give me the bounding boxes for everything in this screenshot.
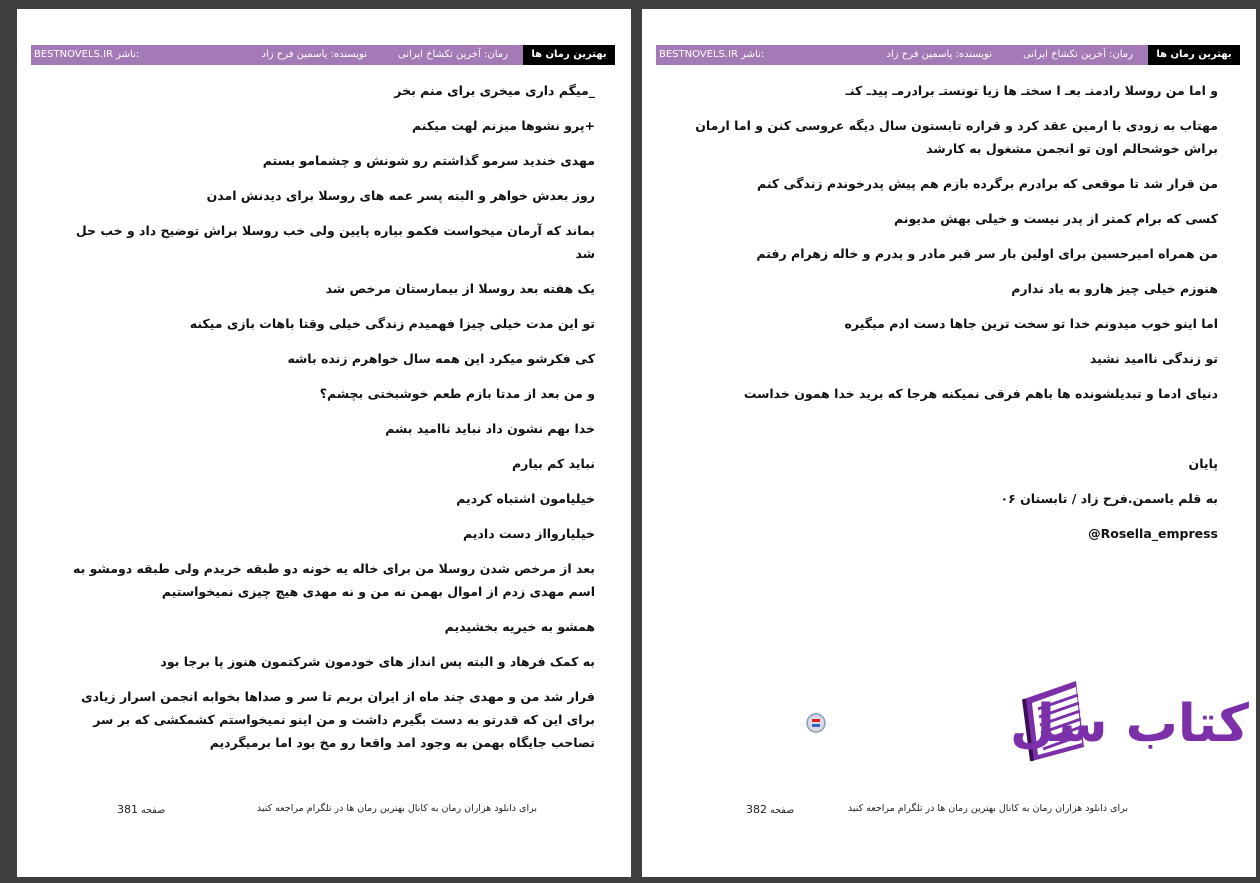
text-line: قرار شد من و مهدی چند ماه از ایران بریم تا سر و صداها بخوابه انجمن اسرار زیادی برای این که قدرتو به دست بگیرم داشت و من اینو نمیخواستم کشمکشی که بر سر تصاحب جایگاه بهمن به وجود امد واقعا رو مخ بود اما برمیگردیم <box>81 689 595 750</box>
text-line: همشو به خیریه بخشیدیم <box>444 619 595 634</box>
text-line: _میگم داری میخری برای منم بخر <box>394 83 595 98</box>
footer-page-word: صفحه <box>770 805 795 816</box>
footer-page <box>117 803 165 816</box>
text-line: هنوزم خیلی چیز هارو به یاد ندارم <box>1011 281 1218 296</box>
header-author: نویسنده: یاسمین فرح زاد <box>886 49 992 60</box>
text-line: خیلیاروااز دست دادیم <box>463 526 595 541</box>
footer-page-word: صفحه <box>141 805 166 816</box>
text-line: خیلیامون اشتباه کردیم <box>456 491 595 506</box>
text-line: نباید کم بیارم <box>511 456 595 471</box>
page-header <box>31 45 615 65</box>
header-publisher <box>34 45 139 65</box>
text-line: یک هفته بعد روسلا از بیمارستان مرخص شد <box>325 281 595 296</box>
page-body <box>57 79 595 754</box>
text-line: به کمک فرهاد و البته پس انداز های خودمون شرکتمون هنوز پا برجا بود <box>160 654 595 669</box>
page-number: 382 <box>746 803 767 816</box>
text-line: تو زندگی ناامید نشید <box>1089 351 1218 366</box>
header-brand: بهترین رمان ها <box>523 45 615 65</box>
page-footer <box>746 803 1128 817</box>
text-line: خدا بهم نشون داد نباید ناامید بشم <box>385 421 595 436</box>
text-line: کی فکرشو میکرد این همه سال خواهرم زنده باشه <box>287 351 595 366</box>
ending-line: پایان <box>1188 456 1218 471</box>
footer-text: برای دانلود هزاران رمان به کانال بهترین رمان ها در تلگرام مراجعه کنید <box>256 803 537 814</box>
text-line: +پرو نشوها میزنم لهت میکنم <box>411 118 595 133</box>
header-novel-title: رمان: آخرین تکشاخ ایرانی <box>1022 49 1133 60</box>
page-footer <box>117 803 537 817</box>
footer-page <box>746 803 794 816</box>
text-line: بعد از مرخص شدن روسلا من برای خاله یه خونه دو طبقه خریدم ولی طبقه دومشو به اسم مهدی زدم از اموال بهمن نه من و نه مهدی هیچ چیزی نمیخواستیم <box>73 561 595 599</box>
text-line: دنیای ادما و تبدیلشونده ها باهم فرقی نمیکنه هرجا که برید خدا همون خداست <box>743 386 1218 401</box>
text-line: کسی که برام کمتر از پدر نیست و خیلی بهش مدیونم <box>893 211 1218 226</box>
text-line: اما اینو خوب میدونم خدا تو سخت ترین جاها دست ادم میگیره <box>844 316 1218 331</box>
text-line: مهتاب به زودی با ارمین عقد کرد و قراره تابستون سال دیگه عروسی کنن و اما ارمان براش خوشحالم اون تو انجمن مشغول به کارشد <box>695 118 1218 156</box>
left-page <box>17 9 631 877</box>
page-body <box>658 79 1218 545</box>
text-line: روز بعدش خواهر و البته پسر عمه های روسلا برای دیدنش امدن <box>206 188 595 203</box>
page-header <box>656 45 1240 65</box>
header-novel-title: رمان: آخرین تکشاخ ایرانی <box>397 49 508 60</box>
globe-icon <box>807 714 825 732</box>
header-publisher-label: ناشر: <box>741 49 765 60</box>
right-page <box>642 9 1256 877</box>
text-line: و من بعد از مدتا بازم طعم خوشبختی بچشم؟ <box>319 386 595 401</box>
header-publisher-site: BESTNOVELS.IR <box>34 49 113 60</box>
text-line: و اما من روسلا رادمنـ بعـ ا سختـ ها زیا تونستـ برادرمـ پیدـ کنـ <box>845 83 1218 98</box>
footer-text: برای دانلود هزاران رمان به کانال بهترین رمان ها در تلگرام مراجعه کنید <box>847 803 1128 814</box>
text-line: بماند که آرمان میخواست فکمو بیاره پایین ولی خب روسلا براش توضیح داد و خب حل شد <box>75 223 595 261</box>
text-line: مهدی خندید سرمو گذاشتم رو شونش و چشمامو بستم <box>262 153 595 168</box>
author-handle: @Rosella_empress <box>1088 526 1218 541</box>
ketabsal-logo <box>792 669 1249 769</box>
header-publisher-label: ناشر: <box>116 49 140 60</box>
header-publisher-site: BESTNOVELS.IR <box>659 49 738 60</box>
text-line: تو این مدت خیلی چیزا فهمیدم زندگی خیلی وقتا باهات بازی میکنه <box>189 316 595 331</box>
book-logo-icon <box>792 669 1249 769</box>
text-line: من قرار شد تا موقعی که برادرم برگرده بازم هم پیش پدرخوندم زندگی کنم <box>757 176 1218 191</box>
page-number: 381 <box>117 803 138 816</box>
header-publisher <box>659 45 764 65</box>
header-author: نویسنده: یاسمین فرح زاد <box>261 49 367 60</box>
header-brand: بهترین رمان ها <box>1148 45 1240 65</box>
author-signature: به قلم یاسمن.فرح زاد / تابستان ۰۶ <box>1000 491 1218 506</box>
text-line: من همراه امیرحسین برای اولین بار سر قبر مادر و پدرم و خاله زهرام رفتم <box>756 246 1218 261</box>
logo-text: کتاب سل <box>1010 694 1249 754</box>
